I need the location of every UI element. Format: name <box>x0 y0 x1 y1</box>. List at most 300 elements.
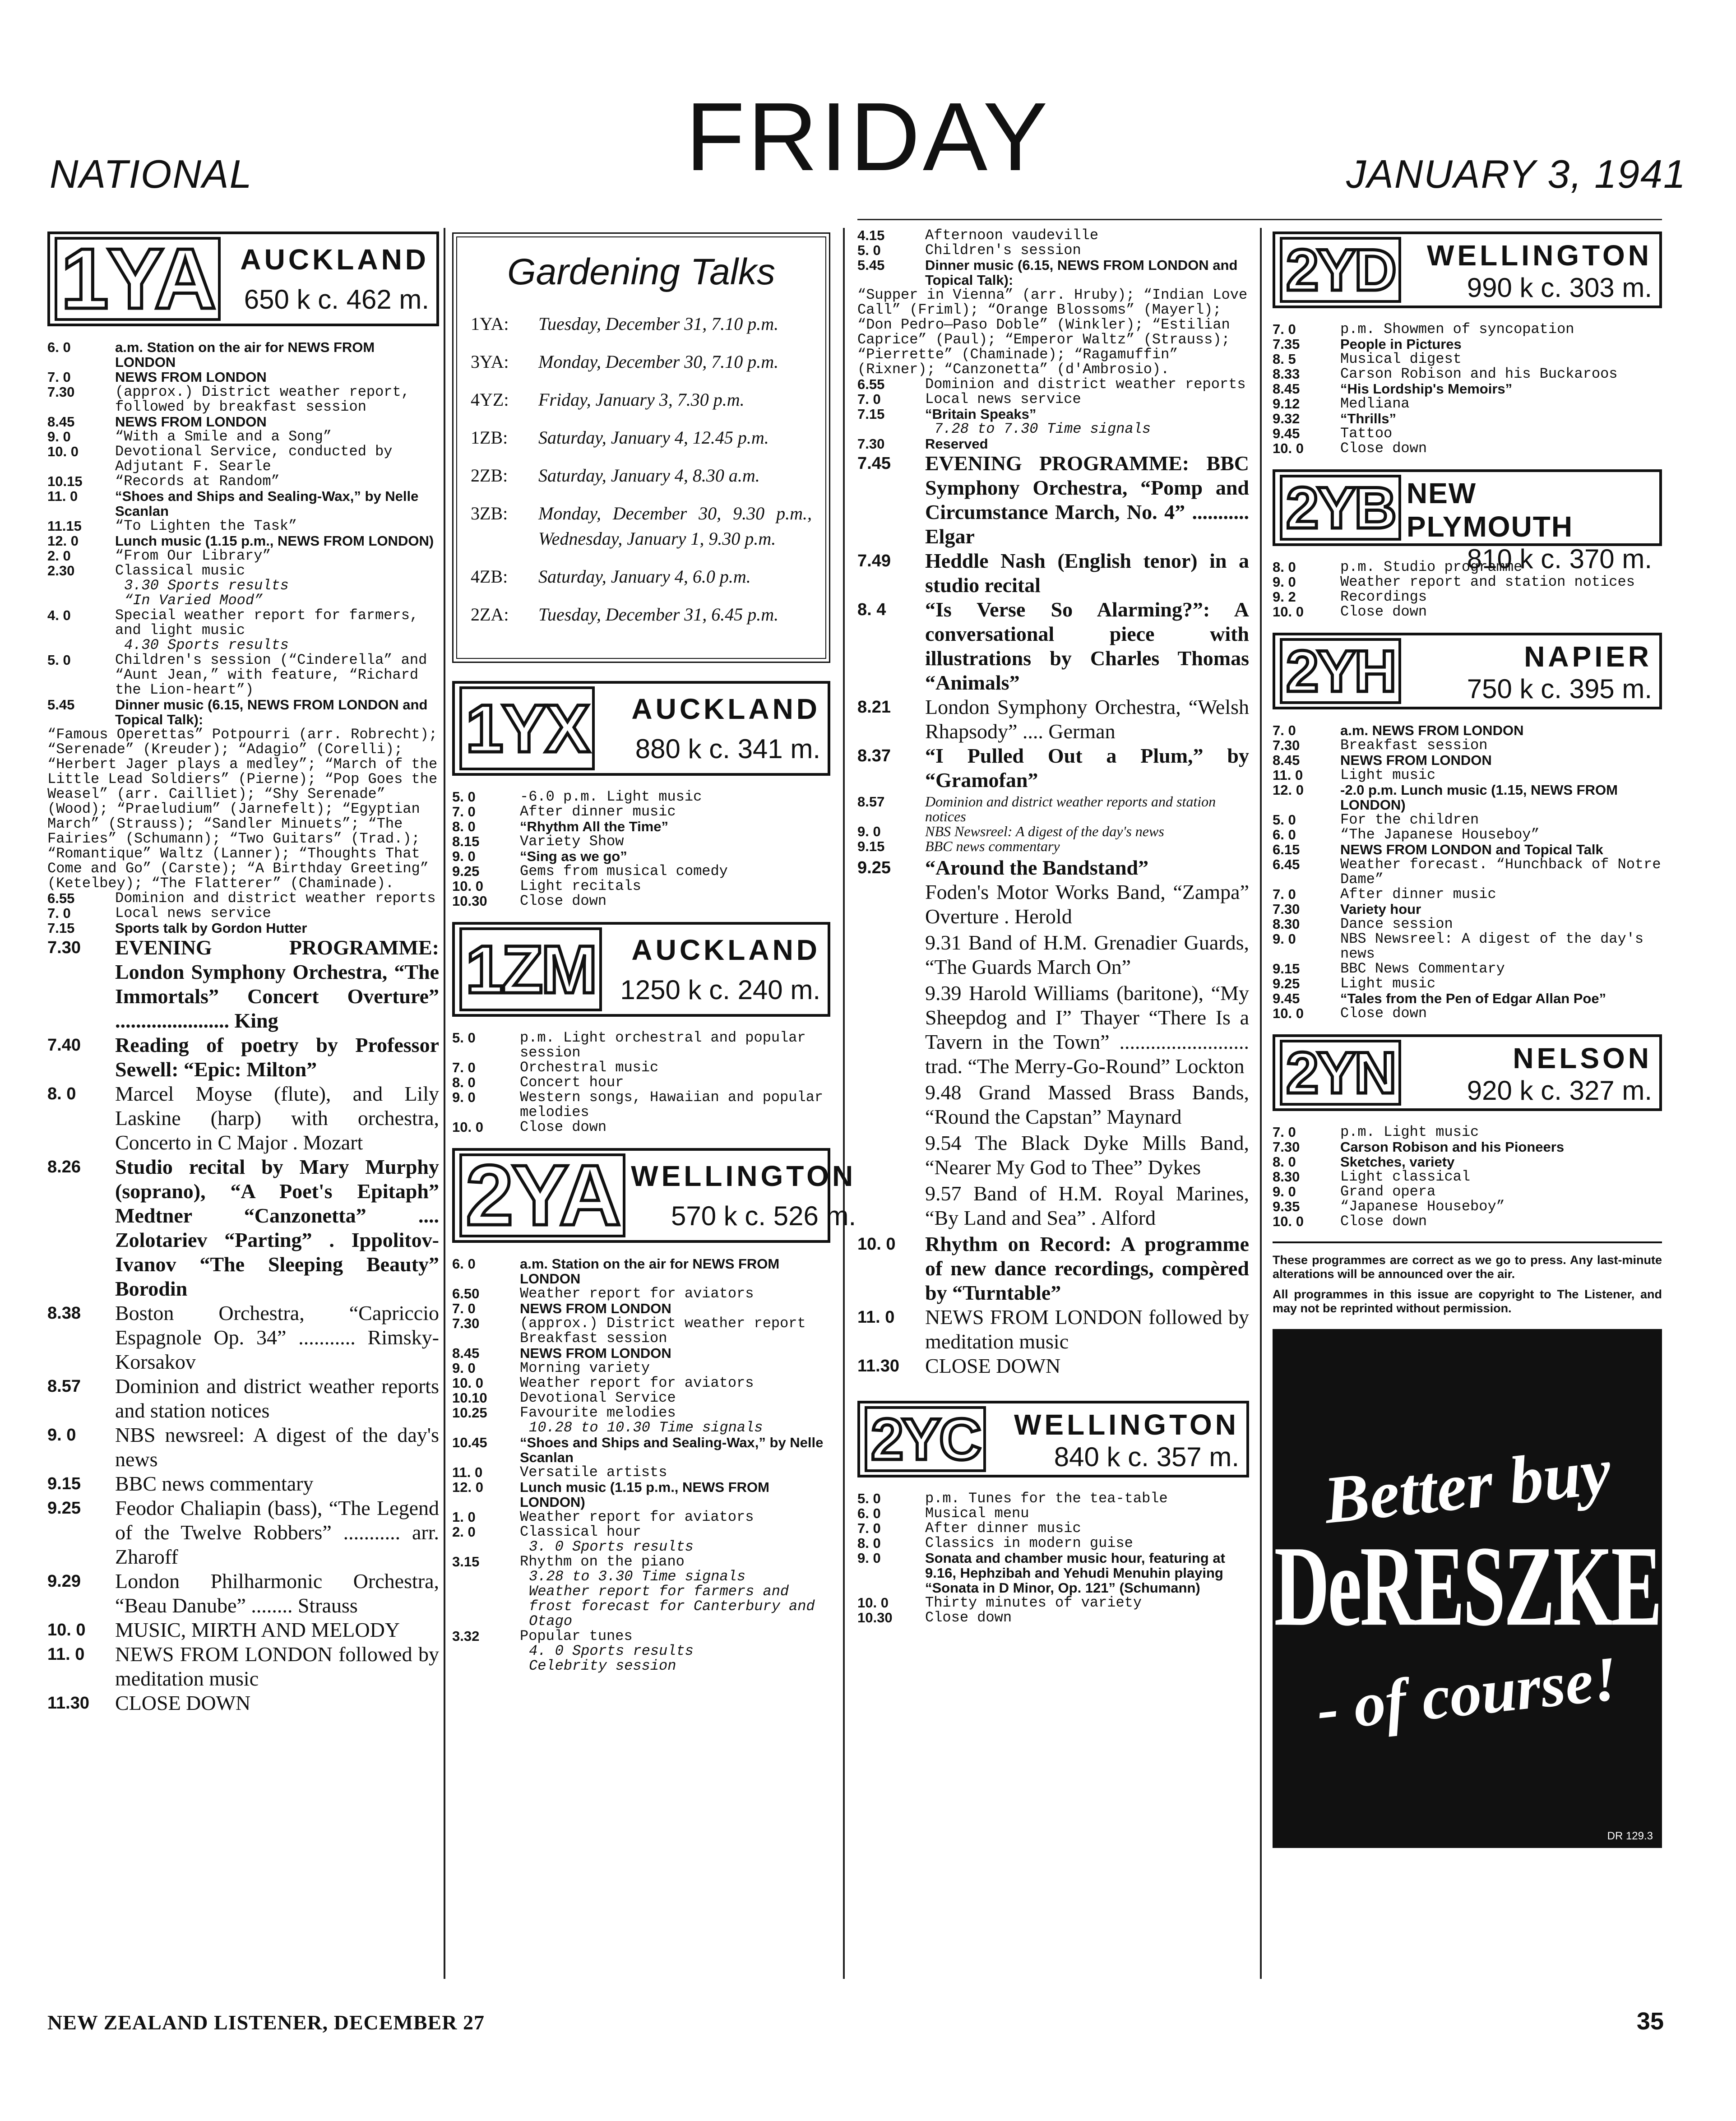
bandstand-item: 9.39 Harold Williams (baritone), “My Sheepdog and I” Thayer “There Is a Tavern in the Town” ......................... trad. “The Merry-Go-Round” Lockton <box>925 982 1249 1078</box>
programme-description: NBS newsreel: A digest of the day's news <box>115 1423 439 1471</box>
programme-item <box>452 789 830 804</box>
programme-time: 5.45 <box>47 697 75 713</box>
programme-time <box>452 1539 520 1554</box>
programme-description: “Japanese Houseboy” <box>1340 1198 1505 1215</box>
programme-description: After dinner music <box>520 803 676 820</box>
programme-item <box>1273 783 1662 812</box>
programme-description: London Philharmonic Orchestra, “Beau Danube” ........ Strauss <box>115 1570 439 1617</box>
programme-item <box>857 436 1249 451</box>
programme-item <box>452 1090 830 1120</box>
station-call-sign: 2YH <box>1280 638 1401 704</box>
programme-time: 8.21 <box>857 698 891 717</box>
programme-item <box>857 228 1249 243</box>
programme-time: 7. 0 <box>452 1301 476 1316</box>
programme-description: Classical music <box>115 562 245 579</box>
programme-time: 2.30 <box>47 563 75 579</box>
programme-item <box>47 608 439 638</box>
station-frequency: 570 k c. 526 m. <box>671 1201 856 1232</box>
programme-description: “From Our Library” <box>115 547 271 564</box>
gardening-talk-row <box>471 501 812 551</box>
programme-description: Special weather report for farmers, and light music <box>115 607 419 639</box>
gardening-time: Tuesday, December 31, 7.10 p.m. <box>538 314 779 334</box>
programme-time: 11. 0 <box>452 1464 483 1480</box>
programme-description: EVENING PROGRAMME: London Symphony Orchestra, “The Immortals” Concert Overture” ...................... King <box>115 936 439 1032</box>
programme-description: “His Lordship's Memoirs” <box>1340 381 1513 397</box>
programme-description: Thirty minutes of variety <box>925 1594 1142 1611</box>
programme-item <box>47 519 439 533</box>
programme-time: 3.15 <box>452 1554 480 1570</box>
station-call-sign: 2YB <box>1280 475 1401 541</box>
gardening-talks-box <box>452 232 830 663</box>
programme-time: 11.15 <box>47 518 82 534</box>
programme-time: 4.15 <box>857 227 885 243</box>
bandstand-item: 9.31 Band of H.M. Grenadier Guards, “The Guards March On” <box>925 931 1249 978</box>
programme-item <box>47 548 439 563</box>
programme-time: 5. 0 <box>452 789 476 805</box>
column-4 <box>1273 228 1662 1979</box>
programme-time: 9. 0 <box>857 824 881 839</box>
gardening-station: 3YA: <box>471 352 509 372</box>
programme-description: “Thrills” <box>1340 411 1397 426</box>
programme-description: Sonata and chamber music hour, featuring at 9.16, Hephzibah and Yehudi Menuhin playing “Sonata in D Minor, Op. 121” (Schumann) <box>925 1550 1225 1596</box>
programme-item <box>857 392 1249 407</box>
programme-time: 8.30 <box>1273 1169 1300 1185</box>
programme-description: NEWS FROM LONDON <box>520 1345 671 1361</box>
station-frequency: 880 k c. 341 m. <box>635 734 820 764</box>
programme-time: 9.12 <box>1273 396 1300 412</box>
programme-description: “Sing as we go” <box>520 848 627 864</box>
programme-time: 8. 4 <box>857 600 886 619</box>
gardening-talk-row <box>471 349 812 375</box>
programme-description: 7.28 to 7.30 Time signals <box>934 421 1151 437</box>
programme-description: Carson Robison and his Buckaroos <box>1340 366 1618 382</box>
programme-item <box>47 1472 439 1496</box>
gardening-talk-row <box>471 564 812 589</box>
programme-description: Devotional Service <box>520 1389 676 1406</box>
programme-time: 9.45 <box>1273 991 1300 1006</box>
programme-time: 12. 0 <box>47 533 79 549</box>
programme-time: 9.25 <box>1273 976 1300 991</box>
programme-item <box>857 1610 1249 1625</box>
station-city: NELSON <box>1513 1042 1652 1074</box>
programme-time: 8. 0 <box>1273 1154 1296 1170</box>
programme-item <box>857 1551 1249 1595</box>
column-divider <box>1260 228 1262 1979</box>
programme-item <box>857 243 1249 258</box>
programme-item <box>1273 976 1662 991</box>
programme-description: Recordings <box>1340 588 1427 605</box>
station-city: AUCKLAND <box>631 933 820 966</box>
programme-description: Tattoo <box>1340 425 1393 442</box>
programme-item <box>857 824 1249 839</box>
station-city: AUCKLAND <box>631 692 820 725</box>
gardening-time: Monday, December 30, 7.10 p.m. <box>538 352 779 372</box>
programme-time: 8.57 <box>47 1377 81 1396</box>
programme-item <box>47 1033 439 1082</box>
station-banner-1yx <box>452 681 830 776</box>
programme-description: Weather report for aviators <box>520 1375 754 1391</box>
programme-item <box>857 549 1249 597</box>
programme-time: 10.45 <box>452 1435 487 1450</box>
programme-item <box>1273 902 1662 917</box>
programme-time: 9. 0 <box>452 1360 476 1376</box>
programme-item <box>47 1423 439 1472</box>
programme-description: Weather report and station notices <box>1340 574 1635 590</box>
programme-item <box>1273 991 1662 1006</box>
station-frequency: 750 k c. 395 m. <box>1467 674 1652 704</box>
programme-time: 10. 0 <box>1273 604 1304 620</box>
programme-list-2yc <box>857 1491 1249 1625</box>
programme-description: “Is Verse So Alarming?”: A conversational piece with illustrations by Charles Thomas “Animals” <box>925 598 1249 694</box>
programme-time: 5. 0 <box>857 1491 881 1506</box>
programme-time: 6.55 <box>47 890 75 906</box>
programme-description: Musical digest <box>1340 351 1462 367</box>
programme-time: 9.15 <box>1273 961 1300 977</box>
programme-time: 11. 0 <box>47 1645 85 1664</box>
gardening-station: 3ZB: <box>471 503 508 523</box>
bandstand-item: 9.48 Grand Massed Brass Bands, “Round the Capstan” Maynard <box>925 1081 1249 1128</box>
programme-description: Local news service <box>115 905 271 922</box>
header-rule <box>857 219 1662 220</box>
programme-item <box>47 533 439 548</box>
programme-description: “I Pulled Out a Plum,” by “Gramofan” <box>925 744 1249 792</box>
programme-time: 3.32 <box>452 1628 480 1644</box>
programme-item <box>452 1286 830 1301</box>
programme-item <box>1273 366 1662 381</box>
network-label: NATIONAL <box>50 152 253 196</box>
programme-description: “With a Smile and a Song” <box>115 428 332 445</box>
programme-time: 1. 0 <box>452 1509 476 1525</box>
programme-description: NEWS FROM LONDON <box>1340 752 1492 768</box>
programme-item <box>452 1539 830 1554</box>
programme-description: Feodor Chaliapin (bass), “The Legend of the Twelve Robbers” ........... arr. Zharoff <box>115 1496 439 1568</box>
programme-time: 10.30 <box>452 893 487 909</box>
programme-time: 9. 0 <box>452 848 476 864</box>
station-banner-1zm <box>452 922 830 1017</box>
programme-item <box>452 1375 830 1390</box>
programme-description: Variety Show <box>520 833 624 850</box>
programme-item <box>1273 887 1662 902</box>
station-city: WELLINGTON <box>1014 1408 1239 1441</box>
programme-item <box>857 258 1249 287</box>
programme-item <box>1273 1006 1662 1021</box>
programme-time: 9.25 <box>47 1499 81 1518</box>
programme-notice <box>1273 1241 1662 1315</box>
programme-item <box>47 340 439 370</box>
programme-time: 10. 0 <box>857 1235 896 1254</box>
programme-item <box>1273 857 1662 887</box>
programme-item <box>1273 574 1662 589</box>
programme-description: After dinner music <box>925 1520 1081 1537</box>
station-frequency: 1250 k c. 240 m. <box>620 975 820 1005</box>
programme-item <box>47 444 439 474</box>
programme-description: NEWS FROM LONDON <box>115 369 267 385</box>
programme-time: 10. 0 <box>452 1119 483 1135</box>
programme-time: 8.45 <box>452 1345 480 1361</box>
programme-list-2ya-cont <box>857 228 1249 287</box>
programme-description: Weather report for aviators <box>520 1285 754 1302</box>
station-frequency: 920 k c. 327 m. <box>1467 1075 1652 1106</box>
programme-description: Classical hour <box>520 1524 641 1540</box>
programme-description: Weather report for aviators <box>520 1509 754 1525</box>
programme-item <box>452 1584 830 1629</box>
programme-time: 8. 0 <box>452 1074 476 1090</box>
programme-item <box>452 1075 830 1090</box>
programme-time: 9. 0 <box>47 429 71 445</box>
programme-item <box>857 1506 1249 1521</box>
programme-description: Popular tunes <box>520 1628 633 1644</box>
date-label: JANUARY 3, 1941 <box>1346 152 1686 196</box>
programme-description: Boston Orchestra, “Capriccio Espagnole Op. 34” ........... Rimsky-Korsakov <box>115 1301 439 1373</box>
programme-item <box>1273 1199 1662 1214</box>
programme-description: Heddle Nash (English tenor) in a studio recital <box>925 549 1249 597</box>
programme-description: p.m. Showmen of syncopation <box>1340 321 1574 338</box>
programme-time: 7. 0 <box>452 804 476 820</box>
programme-item <box>452 1060 830 1075</box>
programme-item <box>452 1361 830 1375</box>
station-call-sign: 1YX <box>459 686 595 770</box>
programme-description: Western songs, Hawaiian and popular melodies <box>520 1089 824 1121</box>
programme-item <box>47 1642 439 1691</box>
programme-item <box>47 429 439 444</box>
station-banner-1ya <box>47 232 439 326</box>
programme-item <box>452 1480 830 1510</box>
programme-item <box>857 451 1249 549</box>
programme-list-2yn <box>1273 1125 1662 1229</box>
programme-item <box>47 384 439 414</box>
programme-description: 10.28 to 10.30 Time signals <box>529 1419 763 1436</box>
programme-description: Reserved <box>925 436 988 452</box>
programme-item <box>857 377 1249 392</box>
programme-time: 4. 0 <box>47 607 71 623</box>
page-title: FRIDAY <box>685 82 1051 191</box>
programme-item <box>47 578 439 593</box>
programme-description: Variety hour <box>1340 901 1421 917</box>
programme-time: 9.29 <box>47 1572 81 1591</box>
programme-item <box>1273 1154 1662 1169</box>
programme-description: BBC news commentary <box>115 1472 314 1495</box>
programme-item <box>1273 917 1662 931</box>
gardening-talks-title: Gardening Talks <box>507 251 776 292</box>
programme-item <box>452 1554 830 1569</box>
programme-description: After dinner music <box>1340 886 1496 903</box>
programme-time: 11.30 <box>857 1357 899 1375</box>
station-banner-2yd <box>1273 232 1662 308</box>
programme-description: Light music <box>1340 975 1436 992</box>
programme-description: 3.28 to 3.30 Time signals <box>529 1568 746 1585</box>
programme-description: Close down <box>1340 440 1427 457</box>
station-banner-2yn <box>1273 1034 1662 1111</box>
programme-time: 6.50 <box>452 1286 480 1301</box>
programme-time: 10. 0 <box>857 1595 889 1611</box>
programme-description: Versatile artists <box>520 1464 667 1481</box>
programme-description: Sports talk by Gordon Hutter <box>115 920 307 936</box>
programme-item <box>1273 812 1662 827</box>
programme-item <box>47 935 439 1033</box>
programme-time: 6. 0 <box>1273 827 1296 843</box>
station-banner-2yh <box>1273 633 1662 709</box>
programme-time: 7. 0 <box>1273 886 1296 902</box>
programme-time: 6. 0 <box>857 1505 881 1521</box>
station-call-sign: 2YC <box>865 1406 986 1472</box>
programme-description: 4. 0 Sports results <box>529 1643 694 1659</box>
station-call-sign: 2YA <box>459 1153 625 1237</box>
programme-description: Celebrity session <box>529 1658 676 1674</box>
station-call-sign: 2YN <box>1280 1040 1401 1106</box>
programme-time: 11. 0 <box>857 1308 895 1327</box>
programme-time: 9. 0 <box>1273 931 1296 947</box>
programme-time <box>47 578 115 593</box>
station-call-sign: 2YD <box>1280 237 1401 303</box>
programme-time: 10. 0 <box>1273 440 1304 456</box>
programme-time: 7.30 <box>1273 1139 1300 1155</box>
programme-description: EVENING PROGRAMME: BBC Symphony Orchestra, “Pomp and Circumstance March, No. 4” ........... Elgar <box>925 452 1249 548</box>
programme-description: NEWS FROM LONDON <box>115 414 267 430</box>
gardening-station: 1YA: <box>471 314 509 334</box>
programme-item <box>1273 441 1662 456</box>
programme-item <box>1273 337 1662 352</box>
programme-time: 7.15 <box>857 406 885 422</box>
evening-programme-2ya <box>857 451 1249 792</box>
programme-time: 6.15 <box>1273 842 1300 857</box>
programme-time: 9. 0 <box>1273 1184 1296 1199</box>
programme-description: Devotional Service, conducted by Adjutant F. Searle <box>115 443 393 475</box>
programme-time: 10. 0 <box>452 878 483 894</box>
programme-item <box>857 794 1249 824</box>
programme-description: Rhythm on Record: A programme of new dance recordings, compèred by “Turntable” <box>925 1232 1249 1304</box>
programme-item <box>857 1491 1249 1506</box>
programme-time: 7. 0 <box>857 1520 881 1536</box>
programme-item <box>47 414 439 429</box>
programme-item <box>452 879 830 894</box>
programme-item <box>1273 352 1662 366</box>
programme-item <box>1273 589 1662 604</box>
programme-item <box>1273 411 1662 426</box>
programme-time: 6. 0 <box>47 339 71 355</box>
station-frequency: 650 k c. 462 m. <box>244 284 429 315</box>
gardening-talk-row <box>471 425 812 450</box>
programme-description: Dinner music (6.15, NEWS FROM LONDON and Topical Talk): <box>115 697 428 727</box>
programme-description: p.m. Studio programme <box>1340 559 1523 575</box>
programme-time: 9.35 <box>1273 1199 1300 1214</box>
late-programme-2ya <box>857 1232 1249 1378</box>
programme-time: 9.25 <box>452 863 480 879</box>
programme-item <box>857 1521 1249 1536</box>
programme-item <box>452 1316 830 1346</box>
programme-item <box>452 1569 830 1584</box>
programme-time: 7.30 <box>857 436 885 452</box>
programme-item <box>1273 604 1662 619</box>
programme-description: Dominion and district weather reports and station notices <box>115 1375 439 1422</box>
programme-item <box>452 1629 830 1644</box>
programme-time: 8.38 <box>47 1304 81 1323</box>
programme-time: 11. 0 <box>1273 767 1303 783</box>
gardening-talk-row <box>471 463 812 488</box>
programme-item <box>47 1691 439 1715</box>
station-frequency: 810 k c. 370 m. <box>1467 544 1652 574</box>
programme-time: 6. 0 <box>452 1256 476 1272</box>
programme-description: “To Lighten the Task” <box>115 518 297 534</box>
programme-item <box>1273 381 1662 396</box>
programme-time: 12. 0 <box>1273 782 1304 798</box>
programme-item <box>1273 1184 1662 1199</box>
programme-description: p.m. Light music <box>1340 1124 1479 1140</box>
programme-list-1ya <box>47 340 439 727</box>
gardening-time: Saturday, January 4, 6.0 p.m. <box>538 566 751 587</box>
programme-time: 10. 0 <box>47 444 79 459</box>
gardening-talk-row <box>471 602 812 627</box>
programme-description: Children's session <box>925 242 1081 259</box>
programme-time: 10. 0 <box>1273 1005 1304 1021</box>
programme-description: Carson Robison and his Pioneers <box>1340 1139 1565 1155</box>
programme-item <box>452 1256 830 1286</box>
programme-time: 7.49 <box>857 551 891 570</box>
programme-item <box>47 921 439 935</box>
gardening-station: 4ZB: <box>471 566 508 587</box>
programme-description: NEWS FROM LONDON and Topical Talk <box>1340 842 1603 857</box>
programme-description: “Tales from the Pen of Edgar Allan Poe” <box>1340 991 1606 1006</box>
programme-item <box>452 1390 830 1405</box>
programme-item <box>452 864 830 879</box>
programme-time: 7.45 <box>857 454 891 473</box>
column-1 <box>47 228 439 1979</box>
programme-description: Light music <box>1340 767 1436 783</box>
programme-item <box>857 1232 1249 1305</box>
programme-description: Close down <box>1340 1005 1427 1022</box>
programme-description: Morning variety <box>520 1360 650 1376</box>
programme-item <box>1273 827 1662 842</box>
programme-time: 8. 5 <box>1273 351 1296 367</box>
programme-item <box>47 653 439 697</box>
programme-item <box>1273 738 1662 753</box>
page-number: 35 <box>1636 2008 1664 2035</box>
gardening-talk-row <box>471 311 812 337</box>
programme-item <box>1273 396 1662 411</box>
programme-item <box>452 804 830 819</box>
programme-description: “In Varied Mood” <box>124 592 263 609</box>
programme-description: NBS Newsreel: A digest of the day's news <box>925 823 1164 839</box>
programme-time: 9.32 <box>1273 411 1300 426</box>
programme-time <box>857 421 925 436</box>
programme-time: 7. 0 <box>1273 722 1296 738</box>
programme-list-2yb <box>1273 560 1662 619</box>
programme-time: 7.30 <box>1273 901 1300 917</box>
programme-item <box>1273 322 1662 337</box>
programme-time <box>47 593 115 608</box>
programme-item <box>452 1346 830 1361</box>
column-divider <box>444 228 445 1979</box>
programme-time: 7. 0 <box>1273 1124 1296 1140</box>
programme-time: 9. 0 <box>452 1089 476 1105</box>
programme-description: London Symphony Orchestra, “Welsh Rhapsody” .... German <box>925 695 1249 743</box>
programme-item <box>452 1435 830 1465</box>
programme-item <box>1273 1139 1662 1154</box>
programme-time: 7. 0 <box>857 391 881 407</box>
programme-item <box>452 1510 830 1524</box>
programme-time: 2. 0 <box>47 548 71 564</box>
station-frequency: 840 k c. 357 m. <box>1054 1442 1239 1472</box>
programme-list-1zm <box>452 1030 830 1135</box>
programme-description: Orchestral music <box>520 1059 659 1076</box>
programme-time: 10. 0 <box>47 1621 86 1639</box>
programme-item <box>857 744 1249 792</box>
programme-item <box>452 1420 830 1435</box>
programme-description: Marcel Moyse (flute), and Lily Laskine (harp) with orchestra, Concerto in C Major . Mozart <box>115 1082 439 1154</box>
programme-description: Light classical <box>1340 1168 1471 1185</box>
programme-description: Gems from musical comedy <box>520 863 728 880</box>
programme-time: 8.15 <box>452 834 480 849</box>
evening-programme-1ya <box>47 935 439 1715</box>
